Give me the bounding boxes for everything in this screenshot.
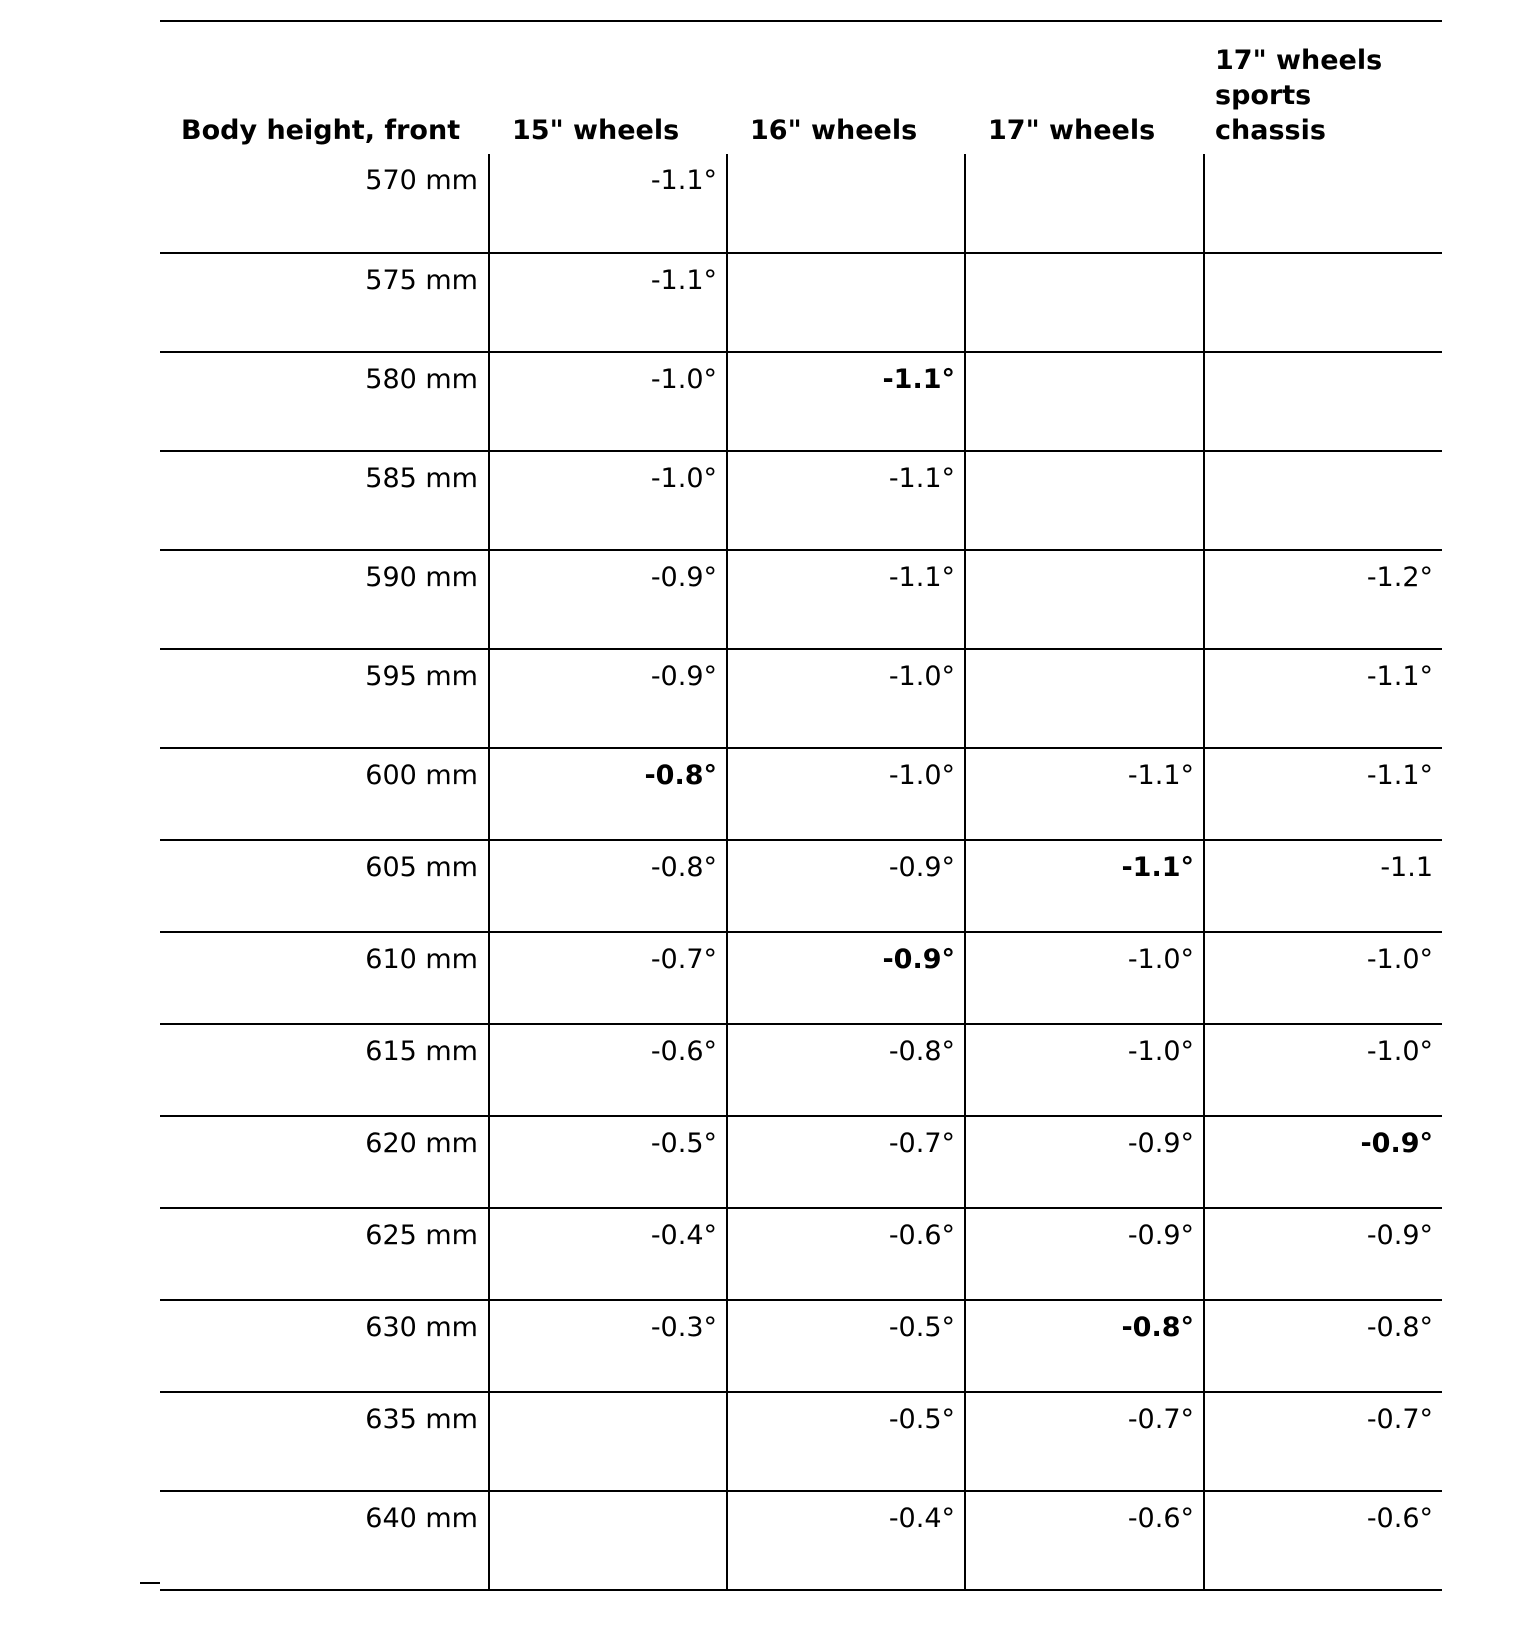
camber-17-cell: [965, 352, 1204, 451]
body-height-cell: 615 mm: [160, 1024, 489, 1116]
header-17-wheels: 17" wheels: [965, 21, 1204, 154]
header-row: [160, 21, 1442, 154]
camber-17-sports-cell: -1.1°: [1204, 649, 1442, 748]
camber-17-sports-cell: -1.2°: [1204, 550, 1442, 649]
body-height-cell: 600 mm: [160, 748, 489, 840]
camber-17-sports-cell: -1.1°: [1204, 748, 1442, 840]
header-body-height: Body height, front: [160, 21, 489, 154]
table-row: [160, 748, 1442, 840]
camber-15-cell: -0.6°: [489, 1024, 727, 1116]
body-height-cell: 640 mm: [160, 1491, 489, 1590]
camber-16-cell: -0.5°: [727, 1392, 965, 1491]
body-height-cell: 575 mm: [160, 253, 489, 352]
camber-16-cell: -1.1°: [727, 451, 965, 550]
camber-17-cell: -0.6°: [965, 1491, 1204, 1590]
body-height-cell: 630 mm: [160, 1300, 489, 1392]
camber-15-cell: -0.4°: [489, 1208, 727, 1300]
camber-17-cell: [965, 253, 1204, 352]
camber-17-cell: [965, 154, 1204, 253]
camber-15-cell: -0.3°: [489, 1300, 727, 1392]
camber-17-cell: -1.0°: [965, 932, 1204, 1024]
camber-15-cell: -1.1°: [489, 253, 727, 352]
table-row: [160, 1116, 1442, 1208]
camber-16-cell: -0.8°: [727, 1024, 965, 1116]
table-row: [160, 1392, 1442, 1491]
camber-16-cell: -1.1°: [727, 550, 965, 649]
table-row: [160, 550, 1442, 649]
camber-17-cell: -0.7°: [965, 1392, 1204, 1491]
camber-15-cell: -0.9°: [489, 649, 727, 748]
camber-15-cell: -0.9°: [489, 550, 727, 649]
camber-17-cell: [965, 451, 1204, 550]
camber-17-sports-cell: -0.8°: [1204, 1300, 1442, 1392]
body-height-cell: 595 mm: [160, 649, 489, 748]
camber-16-cell: -0.4°: [727, 1491, 965, 1590]
camber-17-sports-cell: -1.1: [1204, 840, 1442, 932]
table-row: [160, 451, 1442, 550]
body-height-cell: 625 mm: [160, 1208, 489, 1300]
header-16-wheels: 16" wheels: [727, 21, 965, 154]
camber-17-sports-cell: -1.0°: [1204, 932, 1442, 1024]
camber-15-cell: [489, 1491, 727, 1590]
camber-16-cell: [727, 154, 965, 253]
camber-17-sports-cell: [1204, 352, 1442, 451]
camber-15-cell: [489, 1392, 727, 1491]
camber-15-cell: -1.1°: [489, 154, 727, 253]
camber-17-cell: -0.9°: [965, 1116, 1204, 1208]
camber-17-sports-cell: -0.7°: [1204, 1392, 1442, 1491]
camber-15-cell: -1.0°: [489, 352, 727, 451]
table-row: [160, 840, 1442, 932]
camber-17-sports-cell: -0.6°: [1204, 1491, 1442, 1590]
body-height-cell: 610 mm: [160, 932, 489, 1024]
camber-17-cell: [965, 649, 1204, 748]
camber-17-cell: -0.9°: [965, 1208, 1204, 1300]
body-height-cell: 585 mm: [160, 451, 489, 550]
camber-15-cell: -1.0°: [489, 451, 727, 550]
camber-16-cell: -1.0°: [727, 748, 965, 840]
body-height-cell: 635 mm: [160, 1392, 489, 1491]
camber-15-cell: -0.8°: [489, 748, 727, 840]
camber-17-cell: -1.1°: [965, 748, 1204, 840]
camber-17-cell: -0.8°: [965, 1300, 1204, 1392]
table-row: [160, 352, 1442, 451]
camber-15-cell: -0.7°: [489, 932, 727, 1024]
body-height-cell: 580 mm: [160, 352, 489, 451]
camber-16-cell: -1.0°: [727, 649, 965, 748]
table-row: [160, 1491, 1442, 1590]
body-height-cell: 590 mm: [160, 550, 489, 649]
table-row: [160, 932, 1442, 1024]
camber-16-cell: [727, 253, 965, 352]
camber-15-cell: -0.8°: [489, 840, 727, 932]
body-height-cell: 570 mm: [365, 165, 478, 196]
bottom-rule-extension: [140, 1582, 160, 1584]
table-row: [160, 253, 1442, 352]
camber-16-cell: -0.9°: [727, 932, 965, 1024]
camber-17-sports-cell: [1204, 451, 1442, 550]
table-row: [160, 1024, 1442, 1116]
camber-17-sports-cell: -0.9°: [1204, 1208, 1442, 1300]
header-17-wheels-sports-chassis: 17" wheels sports chassis: [1204, 21, 1442, 154]
camber-17-sports-cell: [1204, 154, 1442, 253]
table-row: [160, 1208, 1442, 1300]
header-15-wheels: 15" wheels: [489, 21, 727, 154]
camber-16-cell: -0.9°: [727, 840, 965, 932]
table-row: [160, 1300, 1442, 1392]
camber-17-sports-cell: -0.9°: [1204, 1116, 1442, 1208]
camber-16-cell: -1.1°: [727, 352, 965, 451]
camber-17-cell: -1.0°: [965, 1024, 1204, 1116]
camber-17-cell: -1.1°: [965, 840, 1204, 932]
body-height-cell: 605 mm: [160, 840, 489, 932]
camber-16-cell: -0.5°: [727, 1300, 965, 1392]
camber-17-sports-cell: -1.0°: [1204, 1024, 1442, 1116]
camber-17-cell: [965, 550, 1204, 649]
camber-15-cell: -0.5°: [489, 1116, 727, 1208]
camber-17-sports-cell: [1204, 253, 1442, 352]
camber-table: [160, 20, 1442, 1591]
camber-16-cell: -0.6°: [727, 1208, 965, 1300]
camber-16-cell: -0.7°: [727, 1116, 965, 1208]
body-height-cell: 620 mm: [160, 1116, 489, 1208]
table-row: [160, 154, 1442, 253]
table-row: [160, 649, 1442, 748]
